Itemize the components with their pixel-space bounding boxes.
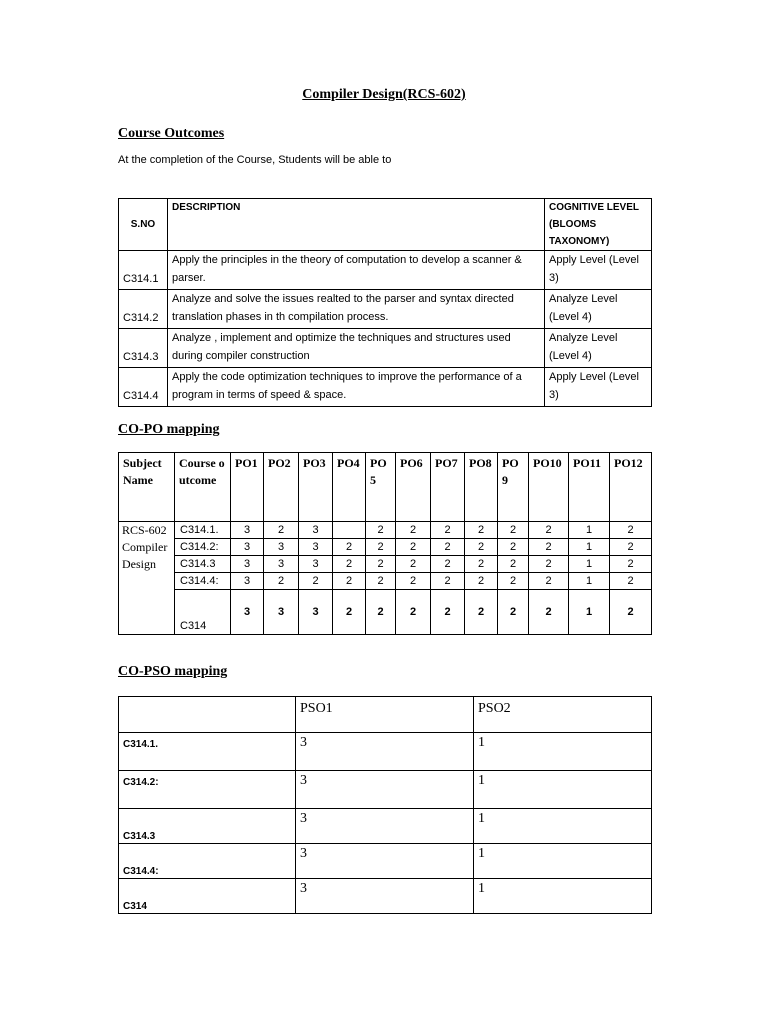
course-outcomes-heading: Course Outcomes (118, 126, 225, 141)
course-outcome-cell: C314.2: (175, 539, 231, 556)
po6-value: 2 (396, 590, 431, 635)
header-po8: PO8 (465, 453, 498, 522)
header-description: DESCRIPTION (168, 199, 545, 251)
po9-value: 2 (498, 556, 529, 573)
po10-value: 2 (529, 573, 569, 590)
header-po6: PO6 (396, 453, 431, 522)
po4-value: 2 (333, 539, 366, 556)
po2-value: 3 (264, 556, 299, 573)
table-header-row (119, 697, 652, 733)
header-po2: PO2 (264, 453, 299, 522)
header-po11: PO11 (569, 453, 610, 522)
co-pso-heading: CO-PSO mapping (118, 664, 228, 679)
po7-value: 2 (431, 539, 465, 556)
header-po1: PO1 (231, 453, 264, 522)
po9-value: 2 (498, 573, 529, 590)
po3-value: 3 (299, 556, 333, 573)
table-row (119, 879, 652, 914)
co-po-heading: CO-PO mapping (118, 422, 220, 437)
table-row (119, 556, 652, 573)
po10-value: 2 (529, 590, 569, 635)
po2-value: 3 (264, 539, 299, 556)
course-outcome-cell: C314.1. (175, 522, 231, 539)
po5-value: 2 (366, 573, 396, 590)
course-outcomes-intro: At the completion of the Course, Students will be able to (118, 154, 392, 166)
po10-value: 2 (529, 539, 569, 556)
po4-value: 2 (333, 556, 366, 573)
outcome-level: Apply Level (Level 3) (545, 368, 652, 407)
po6-value: 2 (396, 522, 431, 539)
pso2-value: 1 (474, 879, 652, 914)
table-row (119, 368, 652, 407)
po4-value (333, 522, 366, 539)
po4-value: 2 (333, 573, 366, 590)
po11-value: 1 (569, 539, 610, 556)
po7-value: 2 (431, 556, 465, 573)
table-row (119, 329, 652, 368)
po6-value: 2 (396, 573, 431, 590)
po7-value: 2 (431, 522, 465, 539)
outcome-description: Apply the principles in the theory of computation to develop a scanner & parser. (168, 251, 545, 290)
po3-value: 3 (299, 522, 333, 539)
po6-value: 2 (396, 556, 431, 573)
po3-value: 3 (299, 590, 333, 635)
header-pso2: PSO2 (474, 697, 652, 733)
po1-value: 3 (231, 573, 264, 590)
table-row (119, 733, 652, 771)
outcome-description: Analyze and solve the issues realted to the parser and syntax directed translation phases in th compilation process. (168, 290, 545, 329)
outcome-description: Apply the code optimization techniques to improve the performance of a program in terms of speed & space. (168, 368, 545, 407)
outcome-code: C314.1 (119, 251, 168, 290)
outcome-code: C314.3 (119, 329, 168, 368)
pso1-value: 3 (296, 733, 474, 771)
po12-value: 2 (610, 556, 652, 573)
pso1-value: 3 (296, 879, 474, 914)
po1-value: 3 (231, 556, 264, 573)
po9-value: 2 (498, 522, 529, 539)
outcome-level: Analyze Level (Level 4) (545, 290, 652, 329)
outcome-code: C314.2 (119, 290, 168, 329)
po2-value: 3 (264, 590, 299, 635)
po6-value: 2 (396, 539, 431, 556)
course-outcomes-table (118, 198, 652, 407)
po10-value: 2 (529, 556, 569, 573)
pso-row-label: C314.2: (119, 771, 296, 809)
header-sno: S.NO (119, 199, 168, 251)
table-row (119, 573, 652, 590)
table-header-row (119, 453, 652, 522)
table-row (119, 590, 652, 635)
table-row (119, 251, 652, 290)
po8-value: 2 (465, 539, 498, 556)
co-pso-table (118, 696, 652, 914)
table-header-row (119, 199, 652, 251)
course-outcome-cell: C314.3 (175, 556, 231, 573)
header-subject-name: Subject Name (119, 453, 175, 522)
co-po-table (118, 452, 652, 635)
header-po12: PO12 (610, 453, 652, 522)
pso2-value: 1 (474, 844, 652, 879)
pso1-value: 3 (296, 844, 474, 879)
po9-value: 2 (498, 590, 529, 635)
table-row (119, 844, 652, 879)
po9-value: 2 (498, 539, 529, 556)
header-pso1: PSO1 (296, 697, 474, 733)
pso2-value: 1 (474, 733, 652, 771)
po4-value: 2 (333, 590, 366, 635)
course-outcome-cell: C314.4: (175, 573, 231, 590)
po1-value: 3 (231, 590, 264, 635)
po8-value: 2 (465, 573, 498, 590)
po7-value: 2 (431, 590, 465, 635)
outcome-level: Analyze Level (Level 4) (545, 329, 652, 368)
po2-value: 2 (264, 573, 299, 590)
pso1-value: 3 (296, 771, 474, 809)
header-cognitive-level: COGNITIVE LEVEL (BLOOMS TAXONOMY) (545, 199, 652, 251)
header-blank (119, 697, 296, 733)
table-row (119, 809, 652, 844)
subject-name-cell: RCS-602 Compiler Design (119, 522, 175, 635)
pso2-value: 1 (474, 809, 652, 844)
header-po10: PO10 (529, 453, 569, 522)
pso1-value: 3 (296, 809, 474, 844)
table-row (119, 522, 652, 539)
po5-value: 2 (366, 522, 396, 539)
table-row (119, 290, 652, 329)
po5-value: 2 (366, 590, 396, 635)
po1-value: 3 (231, 539, 264, 556)
table-row (119, 771, 652, 809)
po12-value: 2 (610, 522, 652, 539)
outcome-description: Analyze , implement and optimize the techniques and structures used during compiler construction (168, 329, 545, 368)
po10-value: 2 (529, 522, 569, 539)
po3-value: 3 (299, 539, 333, 556)
po5-value: 2 (366, 556, 396, 573)
header-course-outcome: Course outcome (175, 453, 231, 522)
header-po5: PO5 (366, 453, 396, 522)
po8-value: 2 (465, 556, 498, 573)
po2-value: 2 (264, 522, 299, 539)
po8-value: 2 (465, 522, 498, 539)
header-po9: PO9 (498, 453, 529, 522)
course-outcome-cell: C314 (175, 590, 231, 635)
pso-row-label: C314.4: (119, 844, 296, 879)
outcome-code: C314.4 (119, 368, 168, 407)
po12-value: 2 (610, 590, 652, 635)
po8-value: 2 (465, 590, 498, 635)
po11-value: 1 (569, 556, 610, 573)
po3-value: 2 (299, 573, 333, 590)
po12-value: 2 (610, 573, 652, 590)
po11-value: 1 (569, 522, 610, 539)
po7-value: 2 (431, 573, 465, 590)
header-po4: PO4 (333, 453, 366, 522)
header-po7: PO7 (431, 453, 465, 522)
pso-row-label: C314.3 (119, 809, 296, 844)
po1-value: 3 (231, 522, 264, 539)
po5-value: 2 (366, 539, 396, 556)
outcome-level: Apply Level (Level 3) (545, 251, 652, 290)
header-po3: PO3 (299, 453, 333, 522)
pso-row-label: C314.1. (119, 733, 296, 771)
po11-value: 1 (569, 590, 610, 635)
document-title: Compiler Design(RCS-602) (302, 87, 466, 102)
pso-row-label: C314 (119, 879, 296, 914)
po12-value: 2 (610, 539, 652, 556)
pso2-value: 1 (474, 771, 652, 809)
po11-value: 1 (569, 573, 610, 590)
table-row (119, 539, 652, 556)
